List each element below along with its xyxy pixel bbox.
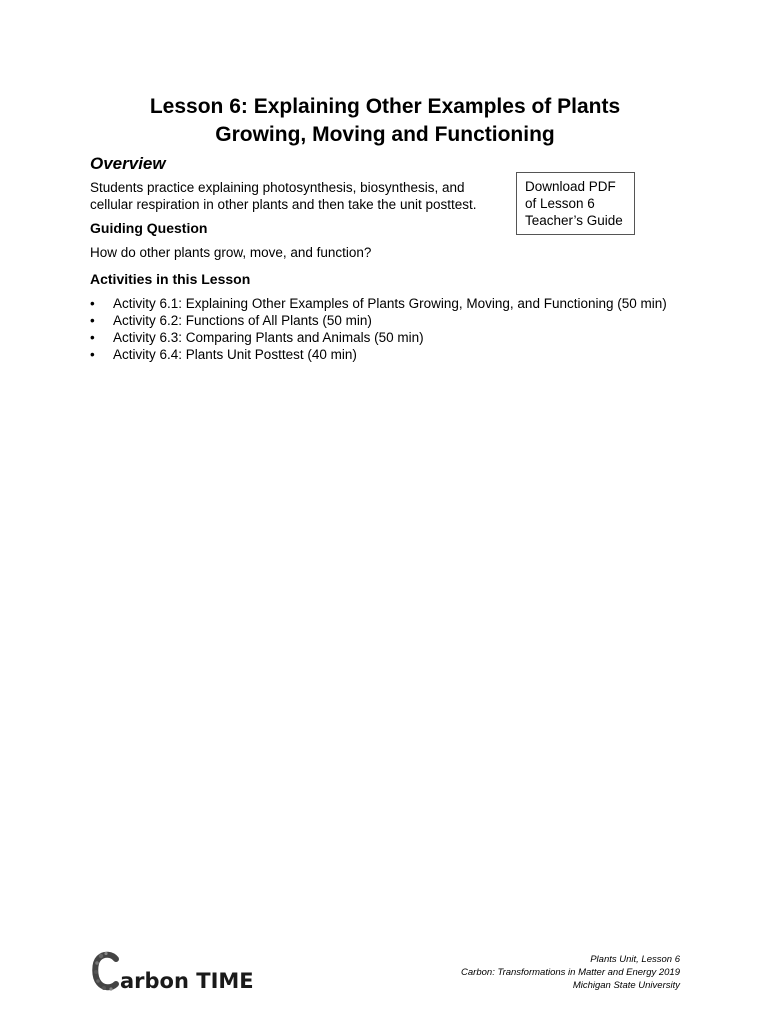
lesson-title [90, 93, 680, 149]
list-item [90, 346, 670, 363]
download-pdf-line-1: Download PDF [525, 179, 616, 194]
overview-text: Students practice explaining photosynthesis, biosynthesis, and cellular respiration in other plants and then take the unit posttest. [90, 180, 477, 212]
bullet: • [90, 296, 95, 311]
carbon-time-logo [92, 950, 254, 994]
lesson-title-line-2: Growing, Moving and Functioning [215, 123, 555, 146]
guiding-question-text: How do other plants grow, move, and function? [90, 245, 372, 260]
lesson-title-line-1: Lesson 6: Explaining Other Examples of Plants [149, 95, 621, 118]
bullet: • [90, 330, 95, 345]
list-item [90, 312, 670, 329]
footer-line-1: Plants Unit, Lesson 6 [590, 954, 680, 965]
bullet: • [90, 347, 95, 362]
list-item [90, 295, 670, 312]
logo-text: arbon TIME [120, 969, 254, 993]
footer-line-2: Carbon: Transformations in Matter and Energy 2019 [461, 967, 680, 978]
list-item [90, 329, 670, 346]
activities-list [90, 295, 670, 363]
activity-text: Activity 6.1: Explaining Other Examples of Plants Growing, Moving, and Functioning (50 min) [113, 296, 667, 311]
guiding-question-heading: Guiding Question [90, 220, 208, 236]
download-pdf-line-2: of Lesson 6 [525, 196, 595, 211]
page-footer [461, 953, 680, 992]
activity-text: Activity 6.4: Plants Unit Posttest (40 min) [113, 347, 357, 362]
download-pdf-line-3: Teacher’s Guide [525, 213, 623, 228]
footer-line-3: Michigan State University [572, 980, 680, 991]
activities-heading: Activities in this Lesson [90, 271, 251, 287]
activity-text: Activity 6.2: Functions of All Plants (50 min) [113, 313, 372, 328]
download-pdf-link[interactable] [516, 172, 635, 235]
carbon-time-c-logo-icon [92, 950, 122, 994]
activity-text: Activity 6.3: Comparing Plants and Animals (50 min) [113, 330, 424, 345]
overview-heading: Overview [90, 154, 166, 173]
bullet: • [90, 313, 95, 328]
